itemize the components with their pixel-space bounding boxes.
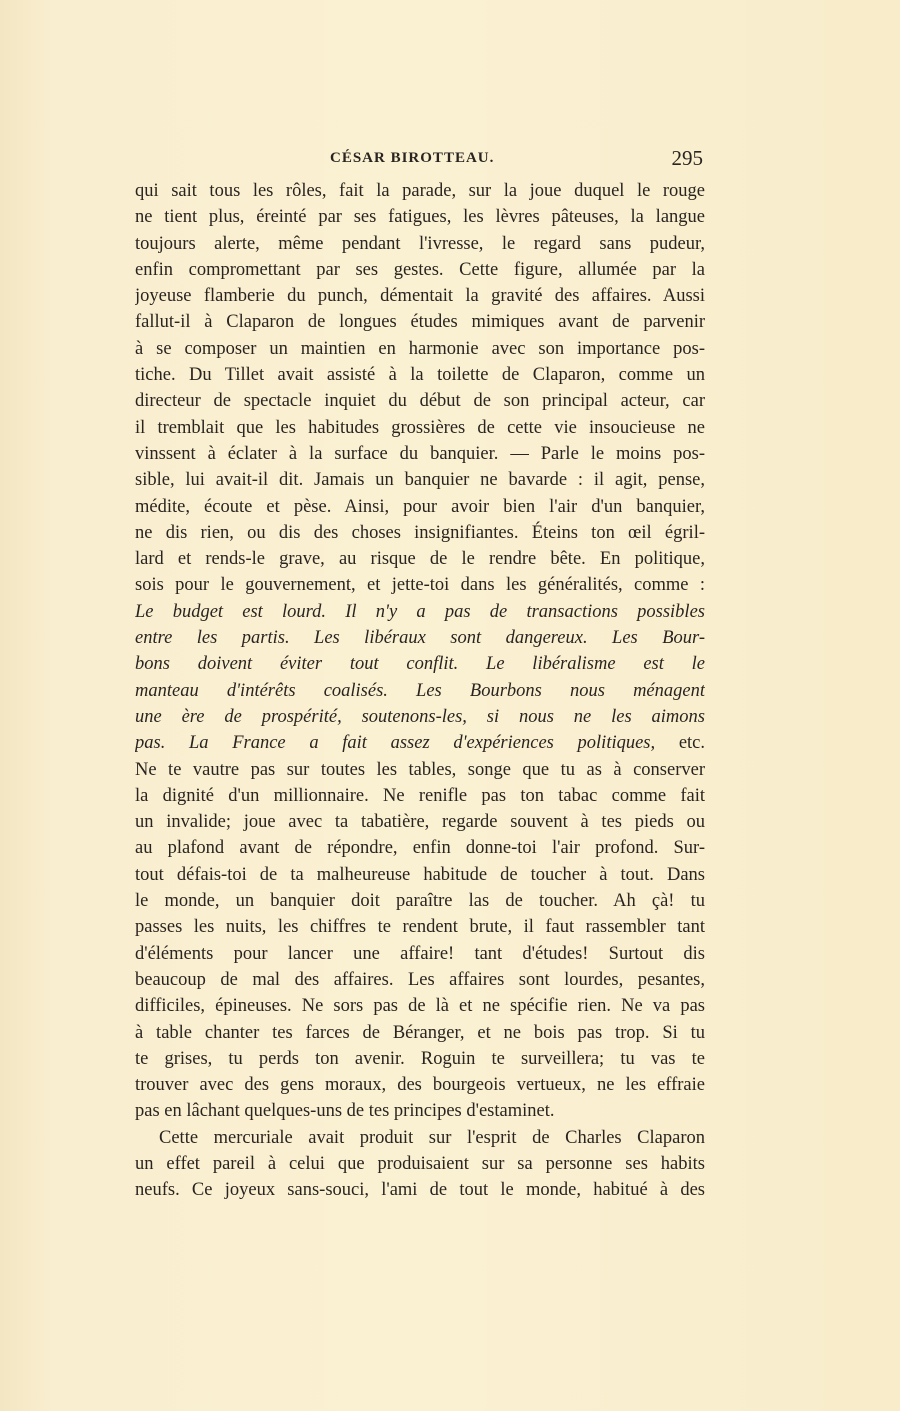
text-line [135, 257, 705, 283]
text-line [135, 231, 705, 257]
text-segment: joyeuse flamberie du punch, démentait la gravité des affaires. Aussi [135, 286, 705, 307]
text-line [135, 1125, 705, 1151]
text-line [135, 572, 705, 598]
text-line [135, 625, 705, 651]
italic-text: pas. La France a fait assez d'expériences politiques, [135, 733, 656, 754]
text-line [135, 283, 705, 309]
text-segment: pas en lâchant quelques-uns de tes principes d'estaminet. [135, 1101, 555, 1122]
text-segment: tout défais-toi de ta malheureuse habitude de toucher à tout. Dans [135, 864, 705, 885]
text-segment: fallut-il à Claparon de longues études mimiques avant de parvenir [135, 312, 705, 333]
text-line [135, 1098, 705, 1124]
text-line [135, 309, 705, 335]
text-segment: au plafond avant de répondre, enfin donne-toi l'air profond. Sur- [135, 838, 705, 859]
text-line [135, 914, 705, 940]
text-line [135, 651, 705, 677]
text-segment: médite, écoute et pèse. Ainsi, pour avoir bien l'air d'un banquier, [135, 496, 705, 517]
text-line [135, 599, 705, 625]
text-line [135, 388, 705, 414]
text-line [135, 993, 705, 1019]
text-line [135, 178, 705, 204]
text-segment: sois pour le gouvernement, et jette-toi dans les généralités, comme : [135, 575, 705, 596]
text-segment: sible, lui avait-il dit. Jamais un banquier ne bavarde : il agit, pense, [135, 470, 705, 491]
text-segment: trouver avec des gens moraux, des bourgeois vertueux, ne les effraie [135, 1075, 705, 1096]
text-segment: vinssent à éclater à la surface du banquier. — Parle le moins pos- [135, 443, 705, 464]
text-segment: ne dis rien, ou dis des choses insignifiantes. Éteins ton œil égril- [135, 522, 705, 543]
text-line [135, 204, 705, 230]
text-line [135, 862, 705, 888]
text-segment: beaucoup de mal des affaires. Les affaires sont lourdes, pesantes, [135, 969, 705, 990]
italic-text: Le budget est lourd. Il n'y a pas de transactions possibles [135, 601, 705, 622]
text-line [135, 415, 705, 441]
text-segment: directeur de spectacle inquiet du début de son principal acteur, car [135, 391, 705, 412]
italic-text: manteau d'intérêts coalisés. Les Bourbons nous ménagent [135, 680, 705, 701]
text-line [135, 888, 705, 914]
text-line [135, 467, 705, 493]
text-line [135, 494, 705, 520]
text-segment: lard et rends-le grave, au risque de le rendre bête. En politique, [135, 549, 705, 570]
text-line [135, 546, 705, 572]
text-line [135, 730, 705, 756]
text-segment: Ne te vautre pas sur toutes les tables, songe que tu as à conserver [135, 759, 705, 780]
page-number: 295 [671, 146, 703, 170]
text-segment: enfin compromettant par ses gestes. Cette figure, allumée par la [135, 259, 705, 280]
text-line [135, 1072, 705, 1098]
text-segment: un effet pareil à celui que produisaient sur sa personne ses habits [135, 1153, 705, 1174]
body-text [135, 178, 705, 1204]
running-title: CÉSAR BIROTTEAU. [330, 150, 495, 166]
text-line [135, 941, 705, 967]
text-line [135, 757, 705, 783]
italic-text: une ère de prospérité, soutenons-les, si nous ne les aimons [135, 706, 705, 727]
text-line [135, 809, 705, 835]
text-segment: tiche. Du Tillet avait assisté à la toilette de Claparon, comme un [135, 365, 705, 386]
text-segment: à table chanter tes farces de Béranger, et ne bois pas trop. Si tu [135, 1022, 705, 1043]
text-line [135, 362, 705, 388]
text-line [135, 336, 705, 362]
text-segment: il tremblait que les habitudes grossières de cette vie insoucieuse ne [135, 417, 705, 438]
text-segment: passes les nuits, les chiffres te rendent brute, il faut rassembler tant [135, 917, 705, 938]
page-header [135, 146, 705, 174]
text-segment: qui sait tous les rôles, fait la parade, sur la joue duquel le rouge [135, 181, 705, 201]
text-line [135, 1151, 705, 1177]
text-segment: etc. [655, 733, 705, 754]
text-segment: te grises, tu perds ton avenir. Roguin te surveillera; tu vas te [135, 1048, 705, 1069]
text-segment: Cette mercuriale avait produit sur l'esprit de Charles Claparon [159, 1127, 705, 1148]
text-line [135, 441, 705, 467]
text-line [135, 678, 705, 704]
italic-text: bons doivent éviter tout conflit. Le libéralisme est le [135, 654, 705, 675]
text-line [135, 1177, 705, 1203]
text-line [135, 1020, 705, 1046]
text-segment: la dignité d'un millionnaire. Ne renifle pas ton tabac comme fait [135, 785, 705, 806]
text-segment: un invalide; joue avec ta tabatière, regarde souvent à tes pieds ou [135, 812, 705, 833]
text-segment: toujours alerte, même pendant l'ivresse, le regard sans pudeur, [135, 233, 705, 254]
text-segment: difficiles, épineuses. Ne sors pas de là et ne spécifie rien. Ne va pas [135, 996, 705, 1017]
text-segment: neufs. Ce joyeux sans-souci, l'ami de tout le monde, habitué à des [135, 1180, 705, 1201]
text-line [135, 783, 705, 809]
text-line [135, 520, 705, 546]
text-line [135, 967, 705, 993]
text-line [135, 1046, 705, 1072]
text-segment: le monde, un banquier doit paraître las de toucher. Ah çà! tu [135, 891, 705, 912]
text-line [135, 835, 705, 861]
text-segment: ne tient plus, éreinté par ses fatigues, les lèvres pâteuses, la langue [135, 207, 705, 228]
italic-text: entre les partis. Les libéraux sont dangereux. Les Bour- [135, 628, 705, 649]
text-line [135, 704, 705, 730]
text-segment: d'éléments pour lancer une affaire! tant d'études! Surtout dis [135, 943, 705, 964]
text-segment: à se composer un maintien en harmonie avec son importance pos- [135, 338, 705, 359]
